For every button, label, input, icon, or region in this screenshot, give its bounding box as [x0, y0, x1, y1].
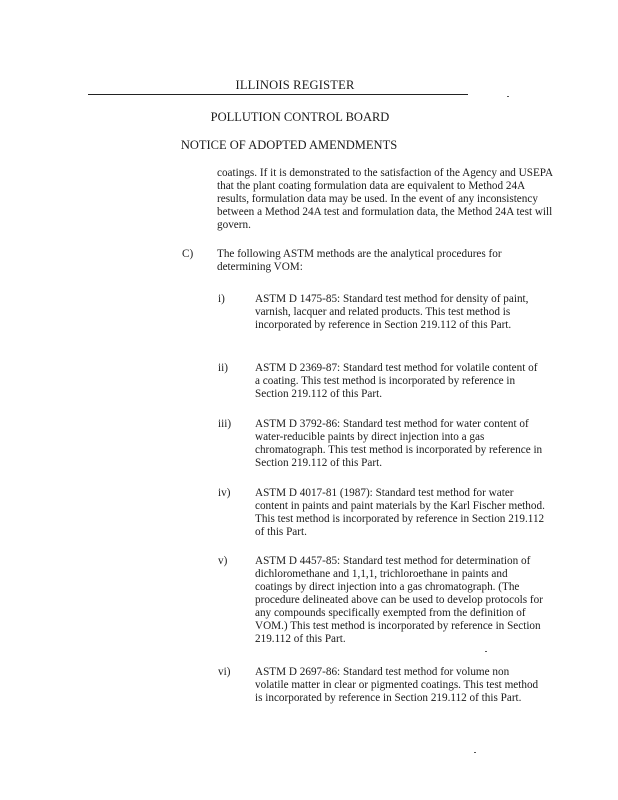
scan-speck [507, 96, 509, 97]
item-number: vi) [218, 666, 231, 678]
item-text: ASTM D 4457-85: Standard test method for determination of dichloromethane and 1,1,1, trichloroethane in paints and coatings by direct injection into a gas chromatograph. (The procedure delineated above can be used to develop protocols for any compounds specifically exempted from the definition of VOM.) This test method is incorporated by reference in Section 219.112 of this Part. [255, 555, 543, 645]
board-heading [0, 110, 618, 125]
scan-speck [474, 752, 476, 753]
item-text: ASTM D 2697-86: Standard test method for volume non volatile matter in clear or pigmented coatings. This test method is incorporated by reference in Section 219.112 of this Part. [255, 666, 539, 704]
board-title: POLLUTION CONTROL BOARD [210, 110, 390, 124]
item-number: iii) [218, 418, 232, 430]
item-number: iv) [218, 487, 231, 499]
item-text: ASTM D 1475-85: Standard test method for density of paint, varnish, lacquer and related products. This test method is incorporated by reference in Section 219.112 of this Part. [255, 293, 529, 331]
register-header [0, 78, 618, 93]
notice-heading [0, 138, 618, 153]
intro-paragraph: coatings. If it is demonstrated to the satisfaction of the Agency and USEPA that the plant coating formulation data are equivalent to Method 24A results, formulation data may be used. In the event of any inconsistency between a Method 24A test and formulation data, the Method 24A test will govern. [217, 167, 553, 231]
section-c-text: The following ASTM methods are the analytical procedures for determining VOM: [217, 248, 502, 273]
register-title: ILLINOIS REGISTER [235, 78, 355, 92]
header-rule [88, 94, 468, 95]
item-number: i) [218, 293, 225, 305]
item-text: ASTM D 4017-81 (1987): Standard test method for water content in paints and paint materials by the Karl Fischer method. This test method is incorporated by reference in Section 219.112 of this Part. [255, 487, 545, 538]
scan-speck [485, 651, 487, 652]
notice-title: NOTICE OF ADOPTED AMENDMENTS [180, 138, 398, 152]
item-text: ASTM D 3792-86: Standard test method for water content of water-reducible paints by direct injection into a gas chromatograph. This test method is incorporated by reference in Section 219.112 of this Part. [255, 418, 543, 469]
item-number: ii) [218, 362, 228, 374]
item-text: ASTM D 2369-87: Standard test method for volatile content of a coating. This test method is incorporated by reference in Section 219.112 of this Part. [255, 362, 538, 400]
section-c-label: C) [182, 248, 194, 260]
item-number: v) [218, 555, 228, 567]
